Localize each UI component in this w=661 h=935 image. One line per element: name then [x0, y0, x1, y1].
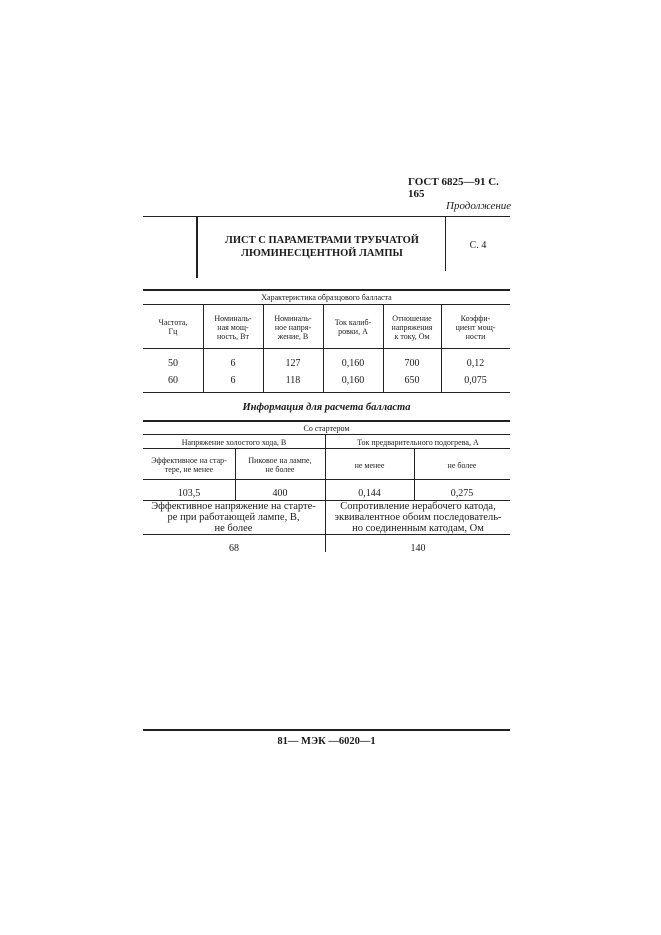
ballast-header-3: Номиналь- ное напря- жение, В — [274, 314, 312, 341]
calc-header-line — [143, 479, 510, 480]
sheet-title — [200, 234, 444, 260]
ballast-header-1: Частота, Гц — [158, 318, 188, 336]
current-max-header: не более — [447, 461, 477, 470]
footer-line — [143, 729, 510, 731]
continuation-label: Продолжение — [446, 200, 512, 212]
ballast-header-5: Отношение напряжения к току, Ом — [391, 314, 433, 341]
table-row-1-current: 0,160 — [341, 358, 365, 369]
calc-title: Информация для расчета балласта — [242, 402, 411, 413]
table-row-2-freq: 60 — [168, 375, 178, 386]
open-voltage-label: Напряжение холостого хода, В — [181, 438, 287, 447]
calc-table-top — [143, 420, 510, 422]
value-current-max: 0,275 — [450, 488, 474, 499]
sheet-page: С. 4 — [469, 240, 487, 251]
resistance-label: Сопротивление нерабочего катода, эквивалентное обоим последователь- но соединенным катодам, Ом — [334, 501, 502, 534]
peak-lamp-header: Пиковое на лампе, не более — [248, 456, 312, 474]
ballast-table-bottom — [143, 392, 510, 393]
current-min-header: не менее — [354, 461, 385, 470]
value-resistance: 140 — [410, 543, 426, 554]
value-current-min: 0,144 — [358, 488, 381, 499]
value-eff-voltage: 68 — [229, 543, 239, 554]
table-row-1-power: 6 — [230, 358, 236, 369]
table-row-1-ratio: 700 — [404, 358, 420, 369]
table-row-1-voltage: 127 — [285, 358, 301, 369]
table-row-1-freq: 50 — [168, 358, 178, 369]
table-row-2-ratio: 650 — [404, 375, 420, 386]
table-row-1-factor: 0,12 — [466, 358, 485, 369]
starter-label: Со стартером — [303, 424, 350, 433]
value-eff-starter: 103,5 — [177, 488, 201, 499]
starter-line — [143, 434, 510, 435]
eff-voltage-label: Эффективное напряжение на старте- ре при работающей лампе, В, не более — [151, 501, 316, 534]
ballast-header-6: Коэффи- циент мощ- ности — [455, 314, 496, 341]
table-row-2-factor: 0,075 — [464, 375, 487, 386]
preheat-current-label: Ток предварительного подогрева, А — [357, 438, 479, 447]
calc-second-line — [143, 534, 510, 535]
gost-header: ГОСТ 6825—91 С. 165 — [408, 176, 499, 200]
table-row-2-voltage: 118 — [285, 375, 301, 386]
ballast-header-4: Ток калиб- ровки, А — [334, 318, 372, 336]
title-box-top — [143, 216, 510, 217]
sheet-title-line1: ЛИСТ С ПАРАМЕТРАМИ ТРУБЧАТОЙ — [225, 235, 419, 246]
ballast-header-2: Номиналь- ная мощ- ность, Вт — [214, 314, 252, 341]
table-row-2-power: 6 — [230, 375, 236, 386]
table-row-2-current: 0,160 — [341, 375, 365, 386]
value-peak-lamp: 400 — [272, 488, 288, 499]
sheet-title-line2: ЛЮМИНЕСЦЕНТНОЙ ЛАМПЫ — [241, 248, 403, 259]
ballast-header-line — [143, 348, 510, 349]
subheader-line — [143, 448, 510, 449]
title-box-left — [196, 216, 198, 278]
ballast-caption: Характеристика образцового балласта — [261, 293, 392, 302]
eff-starter-header: Эффективное на стар- тере, не менее — [151, 456, 227, 474]
ballast-caption-line — [143, 304, 510, 305]
ballast-table-top — [143, 289, 510, 291]
footer-code: 81— МЭК —6020—1 — [277, 736, 376, 747]
